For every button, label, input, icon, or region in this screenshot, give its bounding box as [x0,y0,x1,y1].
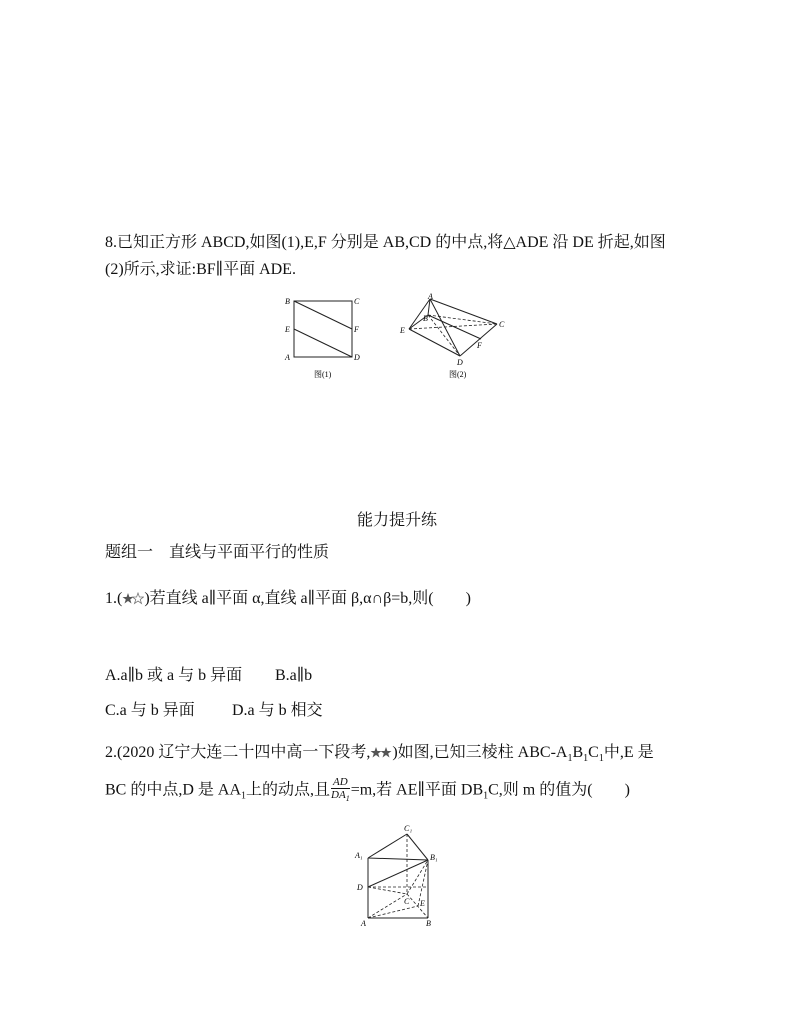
fraction-ad-da1 [331,776,350,805]
fig1-label-f: F [354,325,359,334]
q2-line2 [105,776,630,807]
q1-option-a: A.a∥b 或 a 与 b 异面 [105,667,243,684]
q1-option-c: C.a 与 b 异面 [105,702,195,719]
prism-label-a: A [361,919,366,928]
difficulty-star-icon [370,746,392,760]
fig1-caption: 图(1) [314,370,332,379]
prism-label-c1: C₁ [404,824,413,833]
fig2-label-d: D [457,358,463,367]
q2-sub: 1 [345,794,350,804]
prism-label-a1: A₁ [355,851,363,860]
fraction-den-text: DA [331,789,346,801]
prism-label-e: E [420,899,425,908]
q2-text-f: 上的动点,且 [246,781,331,799]
prism-label-d: D [357,883,363,892]
fig1-label-b: B [285,297,290,306]
fig2-label-c: C [499,320,505,329]
section-title: 能力提升练 [356,512,437,529]
q2-sub: 1 [583,753,589,765]
q8-figure-1 [282,293,372,383]
fraction-numerator: AD [333,776,348,788]
prism-label-b1: B₁ [430,853,438,862]
q1-prefix: 1.( [105,590,123,607]
fig1-label-a: A [285,353,290,362]
q8-line2: (2)所示,求证:BF∥平面 ADE. [105,261,296,278]
q2-text-e: BC 的中点,D 是 AA [105,781,242,799]
q2-line1 [105,742,654,770]
fig2-label-a: A [428,293,433,301]
q2-text-g: =m,若 AE∥平面 DB [350,781,484,799]
q2-text-h: C,则 m 的值为( ) [488,781,630,799]
q2-text-b: B [572,744,584,761]
q1-stem-text: )若直线 a∥平面 α,直线 a∥平面 β,α∩β=b,则( ) [144,590,471,607]
q2-sub: 1 [483,790,489,802]
q2-prism-figure [352,822,442,932]
fig2-label-f: F [477,341,482,350]
q1-stem [105,588,471,610]
q2-sub: 1 [241,790,247,802]
q2-text-a: )如图,已知三棱柱 ABC-A [392,744,568,761]
q2-text-d: 中,E 是 [603,744,654,761]
fig2-label-b: B [423,314,428,323]
fig1-label-c: C [354,297,360,306]
fig2-caption: 图(2) [449,370,467,379]
fig1-label-e: E [285,325,290,334]
fig1-label-d: D [354,353,360,362]
group-title: 题组一 直线与平面平行的性质 [105,544,330,561]
q8-line1: 8.已知正方形 ABCD,如图(1),E,F 分别是 AB,CD 的中点,将△ADE 沿 DE 折起,如图 [105,234,666,251]
q2-source: 2.(2020 辽宁大连二十四中高一下段考, [105,744,371,761]
q2-text-c: C [588,744,599,761]
q8-figure-2 [395,293,510,383]
q1-option-b: B.a∥b [275,667,313,684]
prism-label-b: B [426,919,431,928]
difficulty-star-icon [122,592,144,606]
fig2-label-e: E [400,326,405,335]
q2-sub: 1 [567,753,573,765]
fraction-denominator [331,789,350,805]
q2-sub: 1 [598,753,604,765]
prism-label-c: C [404,897,410,906]
q1-option-d: D.a 与 b 相交 [232,702,323,719]
